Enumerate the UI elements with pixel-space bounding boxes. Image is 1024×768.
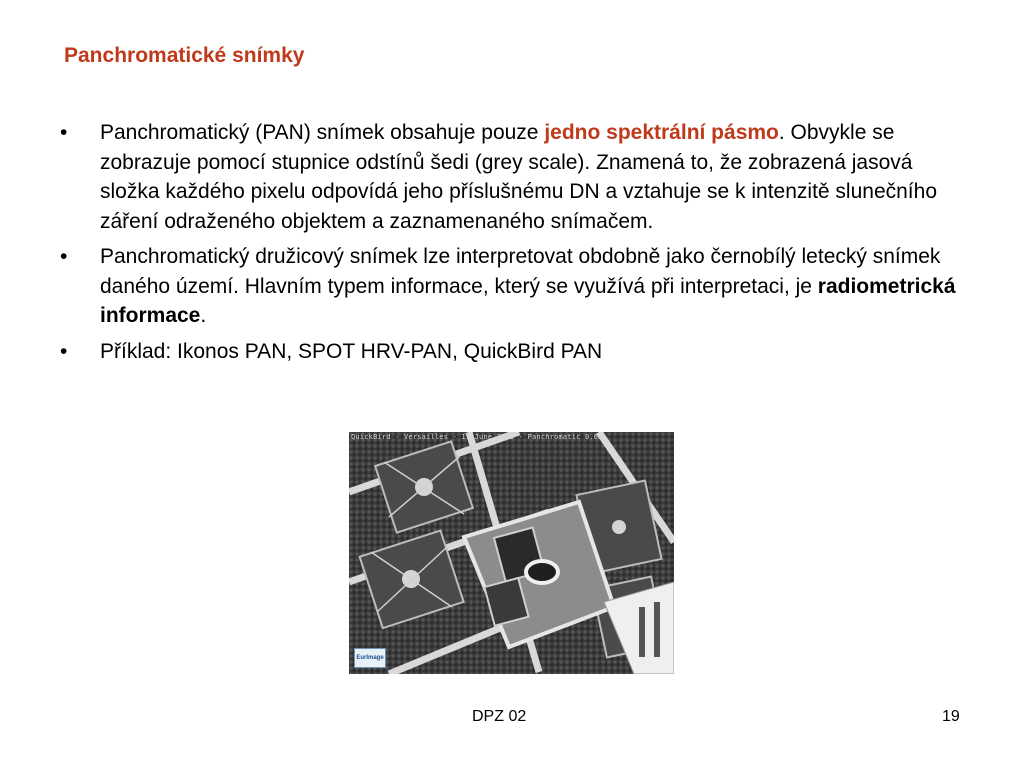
bullet-list (60, 118, 960, 372)
bullet-text: . Obvykle se zobrazuje pomocí stupnice odstínů šedi (grey scale). Znamená to, že zobrazená jasová složka každého pixelu odpovídá jeho příslušnému DN a vztahuje se k intenzitě slunečního záření odraženého objektem a zaznamenaného snímačem. (100, 121, 937, 233)
list-item (60, 118, 960, 236)
bullet-text: Příklad: Ikonos PAN, SPOT HRV-PAN, QuickBird PAN (100, 339, 603, 363)
bullet-text: Panchromatický (PAN) snímek obsahuje pouze (100, 121, 545, 144)
bullet-text: . (200, 304, 207, 327)
page-number: 19 (942, 708, 960, 725)
list-item (60, 337, 960, 367)
bullet-text: Panchromatický družicový snímek lze interpretovat obdobně jako černobílý letecký snímek daného území. Hlavním typem informace, který se využívá při interpretaci, je (100, 245, 941, 298)
satellite-image-graphic (349, 432, 674, 674)
bullet-dot: • (60, 339, 68, 363)
eurimage-logo: EurImage (354, 648, 386, 668)
bullet-dot: • (60, 245, 68, 268)
footer-title: DPZ 02 (472, 708, 527, 725)
slide-title: Panchromatické snímky (64, 44, 305, 67)
highlighted-term: jedno spektrální pásmo (544, 121, 779, 144)
image-caption: QuickBird - Versailles - 11 June 2002 - Panchromatic 0.6m (351, 433, 603, 441)
list-item (60, 242, 960, 331)
bold-term: radiometrická informace (100, 274, 956, 327)
satellite-image (349, 432, 674, 674)
bullet-dot: • (60, 121, 68, 144)
